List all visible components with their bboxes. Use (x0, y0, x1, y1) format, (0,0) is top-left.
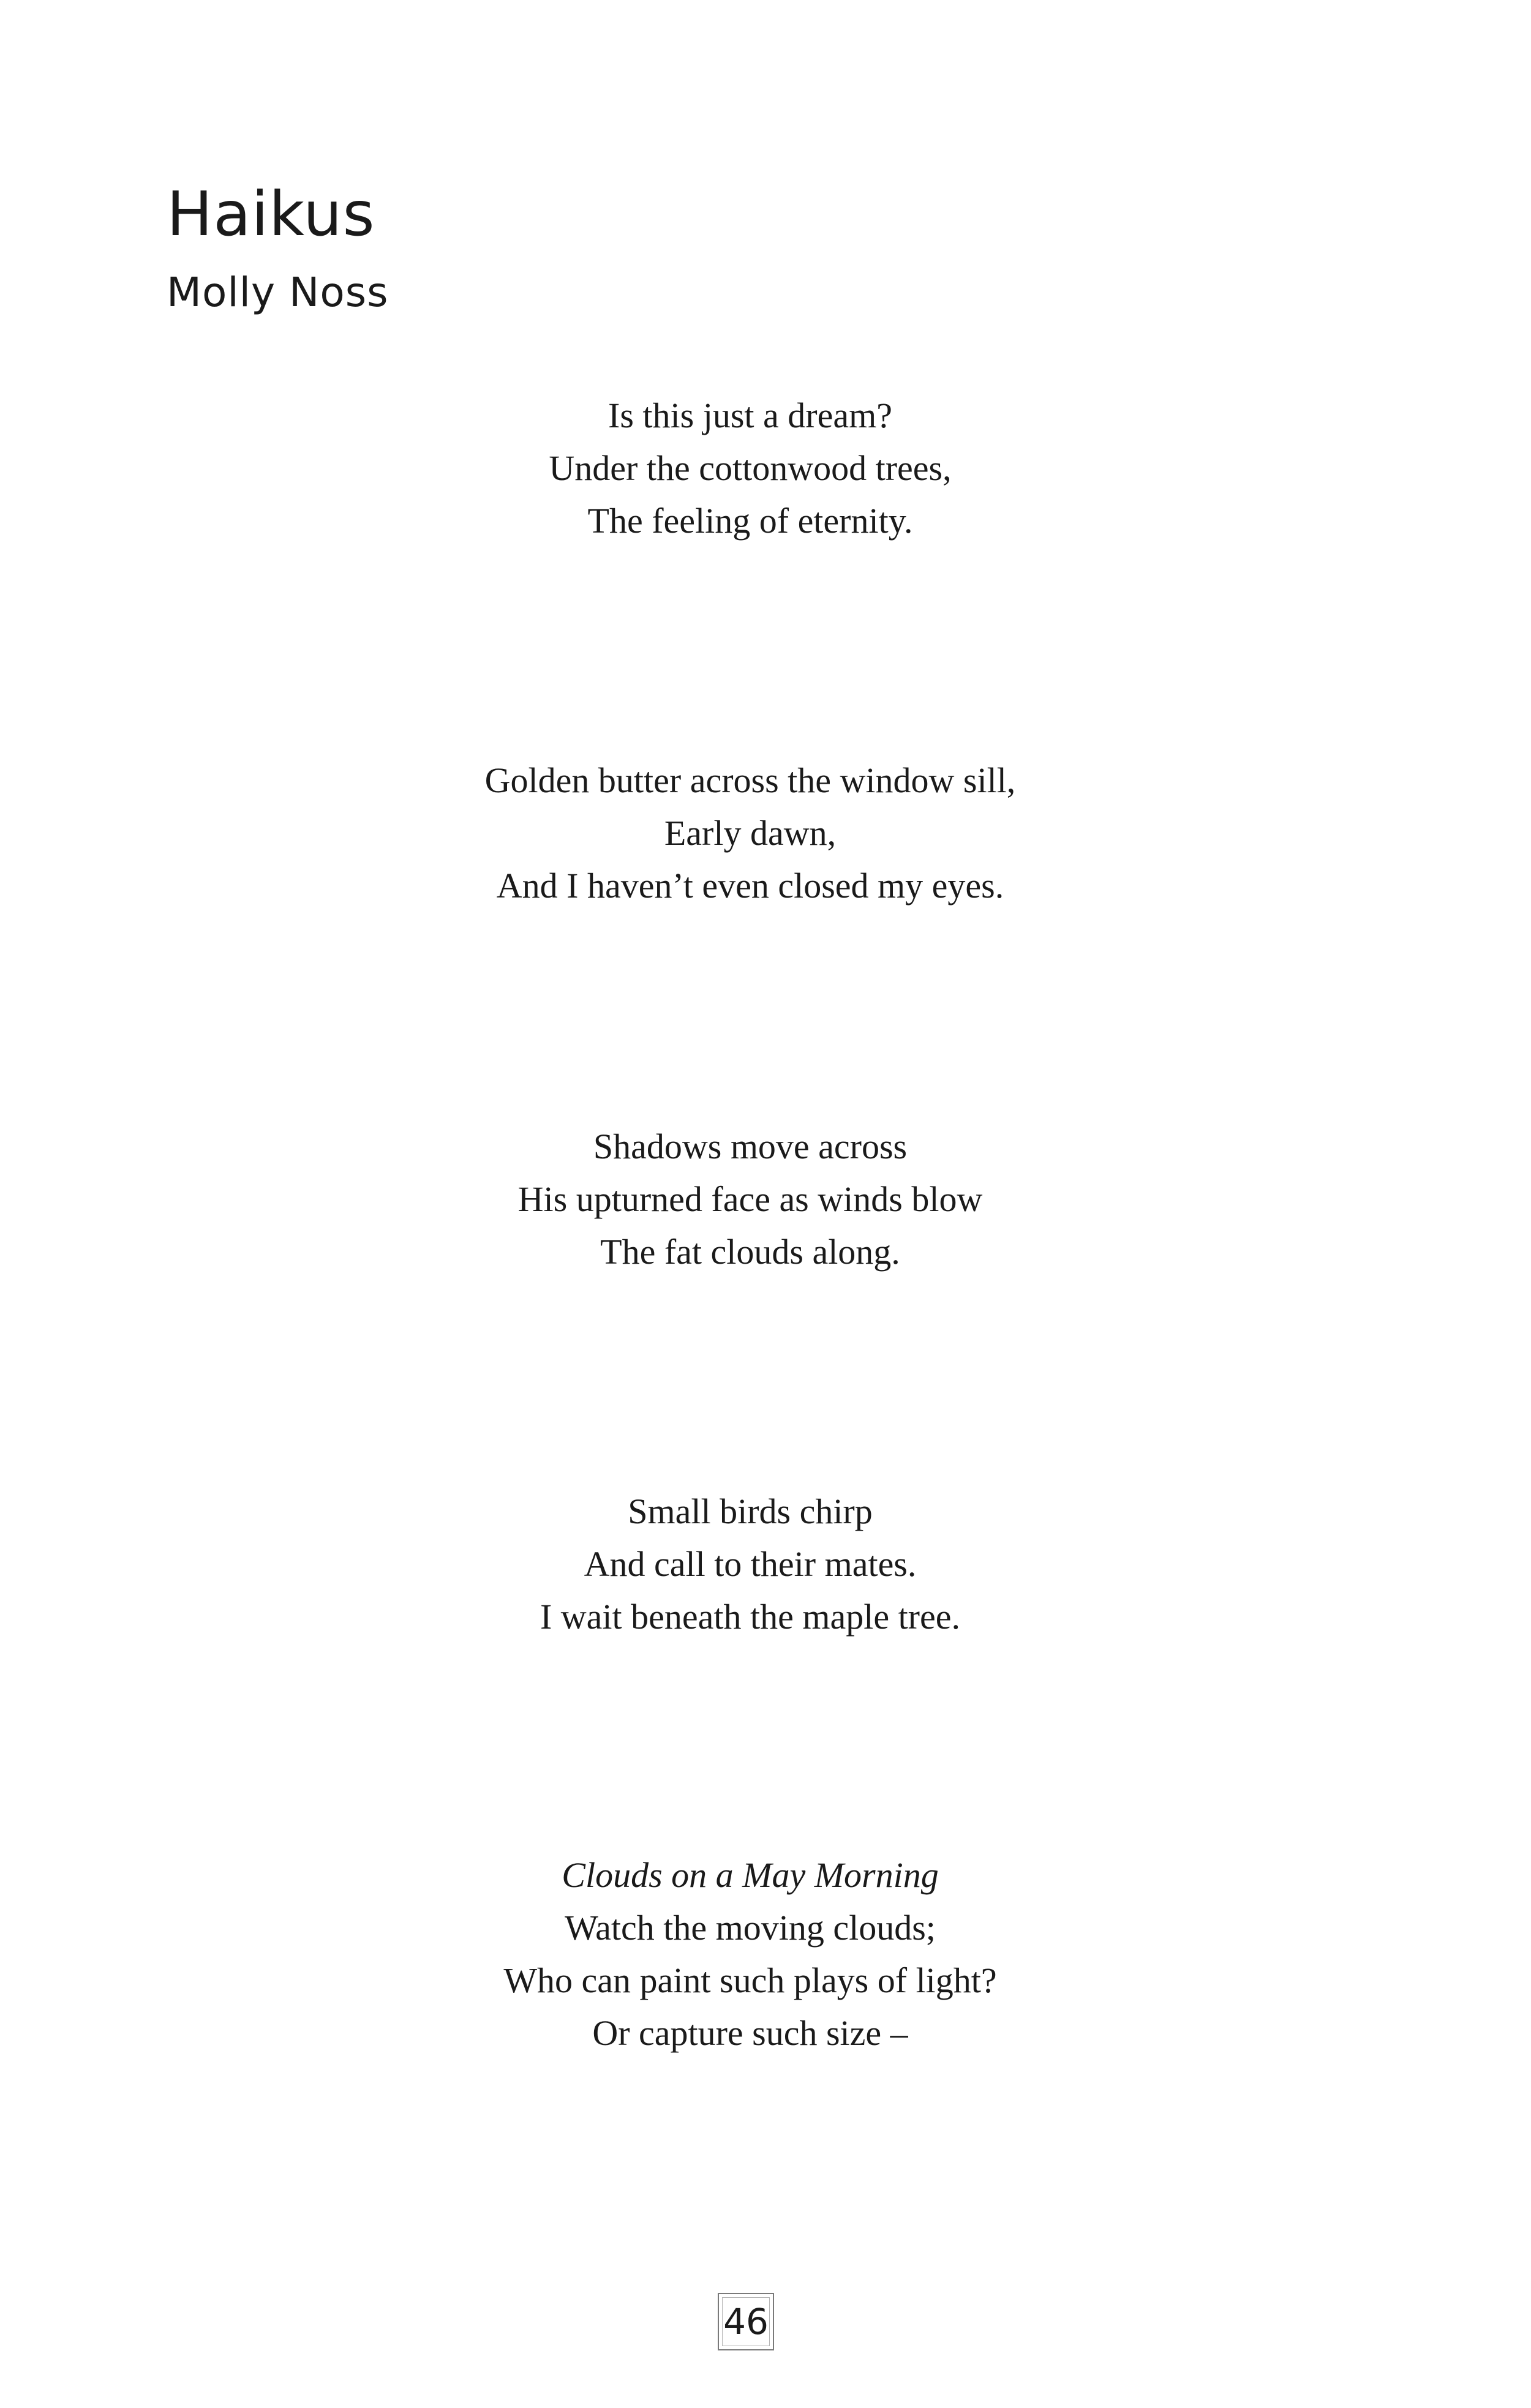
haiku-line: Under the cottonwood trees, (549, 448, 952, 488)
page-number: 46 (718, 2293, 774, 2350)
haiku-line: Or capture such size – (592, 2013, 908, 2053)
haiku-line: The feeling of eternity. (587, 501, 913, 541)
haiku-line: His upturned face as winds blow (517, 1179, 983, 1219)
haiku-line: Shadows move across (593, 1127, 908, 1166)
haiku-line: Who can paint such plays of light? (503, 1960, 997, 2000)
haiku-3 (0, 1120, 1500, 1278)
haiku-line: I wait beneath the maple tree. (540, 1597, 960, 1637)
author-name: Molly Noss (167, 269, 389, 316)
haiku-line: Is this just a dream? (608, 396, 892, 435)
haiku-line: Watch the moving clouds; (565, 1908, 936, 1948)
page-title: Haikus (167, 178, 375, 250)
haiku-1 (0, 389, 1500, 547)
haiku-line: Golden butter across the window sill, (484, 760, 1016, 800)
haiku-2 (0, 754, 1500, 912)
haiku-line: Early dawn, (664, 813, 837, 853)
haiku-heading: Clouds on a May Morning (562, 1855, 939, 1895)
haiku-line: And call to their mates. (584, 1544, 917, 1584)
haiku-line: The fat clouds along. (600, 1232, 900, 1272)
haiku-line: Small birds chirp (628, 1491, 873, 1531)
haiku-line: And I haven’t even closed my eyes. (496, 866, 1004, 906)
haiku-5 (0, 1849, 1500, 2060)
haiku-4 (0, 1485, 1500, 1643)
